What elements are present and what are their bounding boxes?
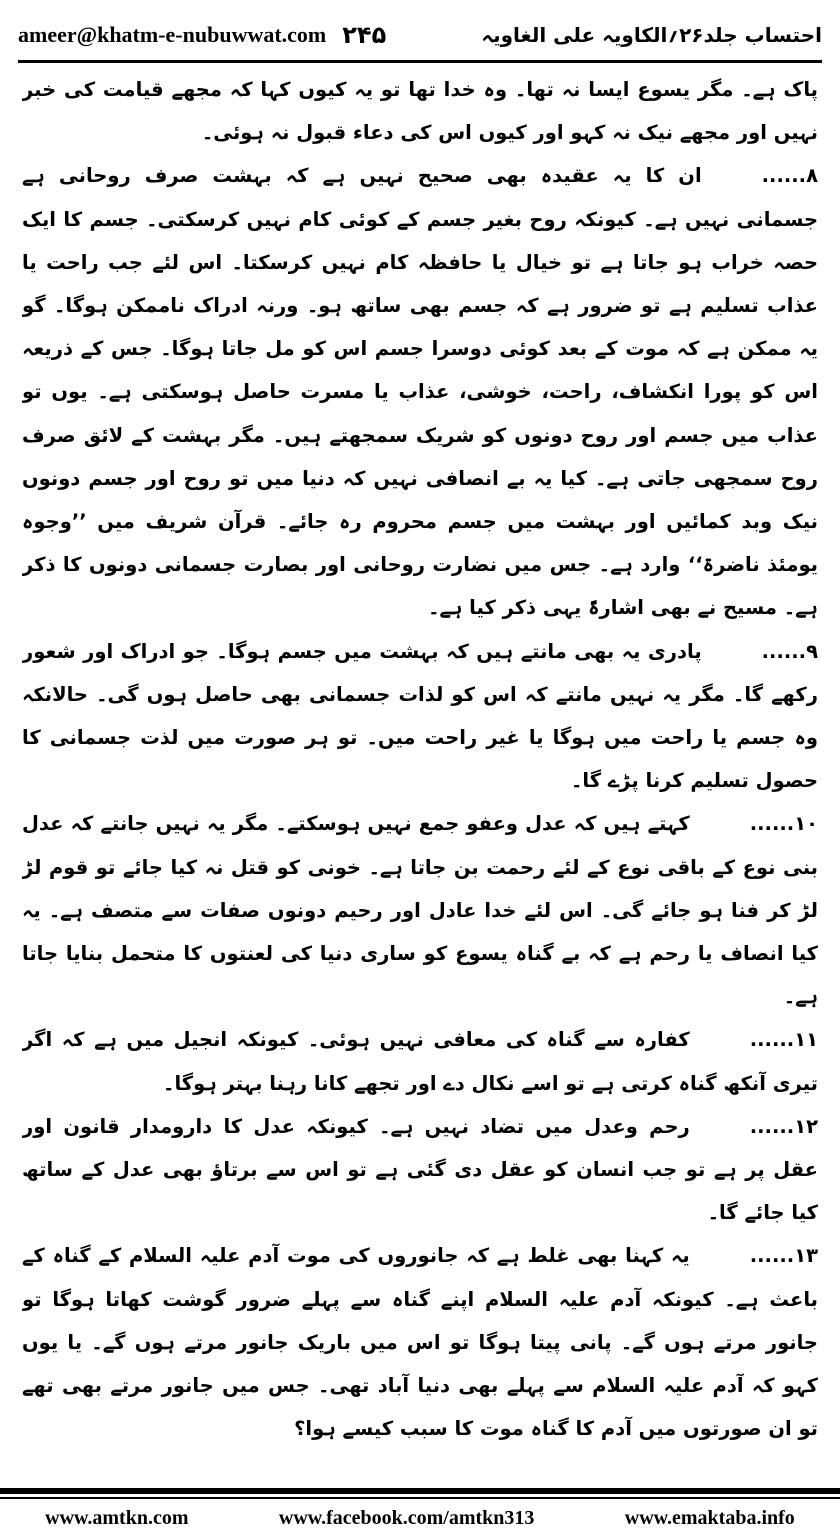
paragraph-number: ۱۲...... (749, 1114, 818, 1138)
header-divider (18, 60, 822, 63)
paragraph-text: پاک ہے۔ مگر یسوع ایسا نہ تھا۔ وہ خدا تھا تو یہ کیوں کہا کہ مجھے قیامت کی خبر نہیں اور مجھے نیک نہ کہو اور کیوں اس کی دعاء قبول نہ ہوئی۔ (22, 78, 818, 145)
paragraph-text: رحم وعدل میں تضاد نہیں ہے۔ کیونکہ عدل کا دارومدار قانون اور عقل پر ہے تو جب انسان کو عقل دی گئی ہے تو اس سے برتاؤ بھی عدل کے ساتھ کیا جائے گا۔ (22, 1114, 818, 1225)
footer-link-emaktaba[interactable]: www.emaktaba.info (624, 1506, 795, 1529)
book-title: احتساب جلد۲۶؍الکاویہ علی الغاویہ (481, 23, 822, 47)
paragraph-number: ۹...... (761, 639, 818, 663)
footer-link-amtkn[interactable]: www.amtkn.com (45, 1506, 189, 1529)
page-footer (0, 1500, 840, 1536)
paragraph-text: یہ کہنا بھی غلط ہے کہ جانوروں کی موت آدم علیہ السلام کے گناہ کے باعث ہے۔ کیونکہ آدم علیہ السلام اپنے گناہ سے پہلے ضرور گوشت کھاتا ہوگا تو جانور مرتے ہوں گے۔ پانی پیتا ہوگا تو اس میں باریک جانور مرتے ہوں گے۔ یا یوں کہو کہ آدم علیہ السلام سے پہلے بھی دنیا آباد تھی۔ جس میں جانور مرتے بھی تھے تو ان صورتوں میں آدم کا گناہ موت کا سبب کیسے ہوا؟ (22, 1244, 818, 1441)
paragraph-text: کہتے ہیں کہ عدل وعفو جمع نہیں ہوسکتے۔ مگر یہ نہیں جانتے کہ عدل بنی نوع کے باقی نوع کے لئے رحمت بن جاتا ہے۔ خونی کو قتل نہ کیا جائے تو قوم لڑ لڑ کر فنا ہو جائے گی۔ اس لئے خدا عادل اور رحیم دونوں صفات سے متصف ہے۔ یہ کیا انصاف یا رحم ہے کہ بے گناہ یسوع کو ساری دنیا کی لعنتوں کا متحمل بنایا جاتا ہے۔ (22, 812, 818, 1009)
paragraph-number: ۸...... (761, 164, 818, 188)
paragraph-text: پادری یہ بھی مانتے ہیں کہ بہشت میں جسم ہوگا۔ جو ادراک اور شعور رکھے گا۔ مگر یہ نہیں مانتے کہ اس کو لذات جسمانی بھی حاصل ہوں گی۔ حالانکہ وہ جسم یا راحت میں ہوگا یا غیر راحت میں۔ تو ہر صورت میں لذت جسمانی کا حصول تسلیم کرنا پڑے گا۔ (22, 639, 818, 793)
paragraph (22, 1234, 818, 1450)
footer-divider (0, 1488, 840, 1499)
footer-rule-thin (0, 1497, 840, 1499)
header-left (18, 21, 386, 49)
paragraph-number: ۱۳...... (749, 1244, 818, 1268)
paragraph (22, 630, 818, 803)
page-header (18, 14, 822, 56)
header-email[interactable]: ameer@khatm-e-nubuwwat.com (18, 22, 327, 47)
footer-link-facebook[interactable]: www.facebook.com/amtkn313 (278, 1506, 535, 1529)
paragraph (22, 1105, 818, 1235)
paragraph-text: کفارہ سے گناہ کی معافی نہیں ہوئی۔ کیونکہ انجیل میں ہے کہ اگر تیری آنکھ گناہ کرتی ہے تو اسے نکال دے اور تجھے کانا رہنا بہتر ہوگا۔ (22, 1028, 818, 1095)
paragraph (22, 1018, 818, 1104)
page-number: ۲۴۵ (342, 21, 387, 49)
paragraph (22, 68, 818, 154)
paragraph-number: ۱۱...... (749, 1028, 818, 1052)
page-body (22, 68, 818, 1468)
paragraph-number: ۱۰...... (749, 812, 818, 836)
paragraph-text: ان کا یہ عقیدہ بھی صحیح نہیں ہے کہ بہشت صرف روحانی ہے جسمانی نہیں ہے۔ کیونکہ روح بغیر جسم کے کوئی کام نہیں کرسکتی۔ جسم کا ایک حصہ خراب ہو جاتا ہے تو خیال یا حافظہ کام نہیں کرسکتا۔ اس لئے جب راحت یا عذاب تسلیم ہے تو ضرور ہے کہ جسم بھی ساتھ ہو۔ ورنہ ادراک ناممکن ہوگا۔ گو یہ ممکن ہے کہ موت کے بعد کوئی دوسرا جسم اس کو مل جاتا ہوگا۔ جس کے ذریعہ اس کو پورا انکشاف، راحت، خوشی، عذاب یا مسرت حاصل ہوسکتی ہے۔ یوں تو عذاب میں جسم اور روح دونوں کو شریک سمجھتے ہیں۔ مگر بہشت کے لائق صرف روح سمجھی جاتی ہے۔ کیا یہ بے انصافی نہیں کہ دنیا میں تو روح اور جسم دونوں نیک وبد کمائیں اور بہشت میں جسم محروم رہ جائے۔ قرآن شریف میں ’’وجوہ یومئذ ناضرۃ‘‘ وارد ہے۔ جس میں نضارت روحانی اور بصارت جسمانی دونوں کا ذکر ہے۔ مسیح نے بھی اشارۃً یہی ذکر کیا ہے۔ (22, 164, 818, 620)
paragraph (22, 802, 818, 1018)
paragraph (22, 154, 818, 629)
footer-rule-thick (0, 1488, 840, 1494)
